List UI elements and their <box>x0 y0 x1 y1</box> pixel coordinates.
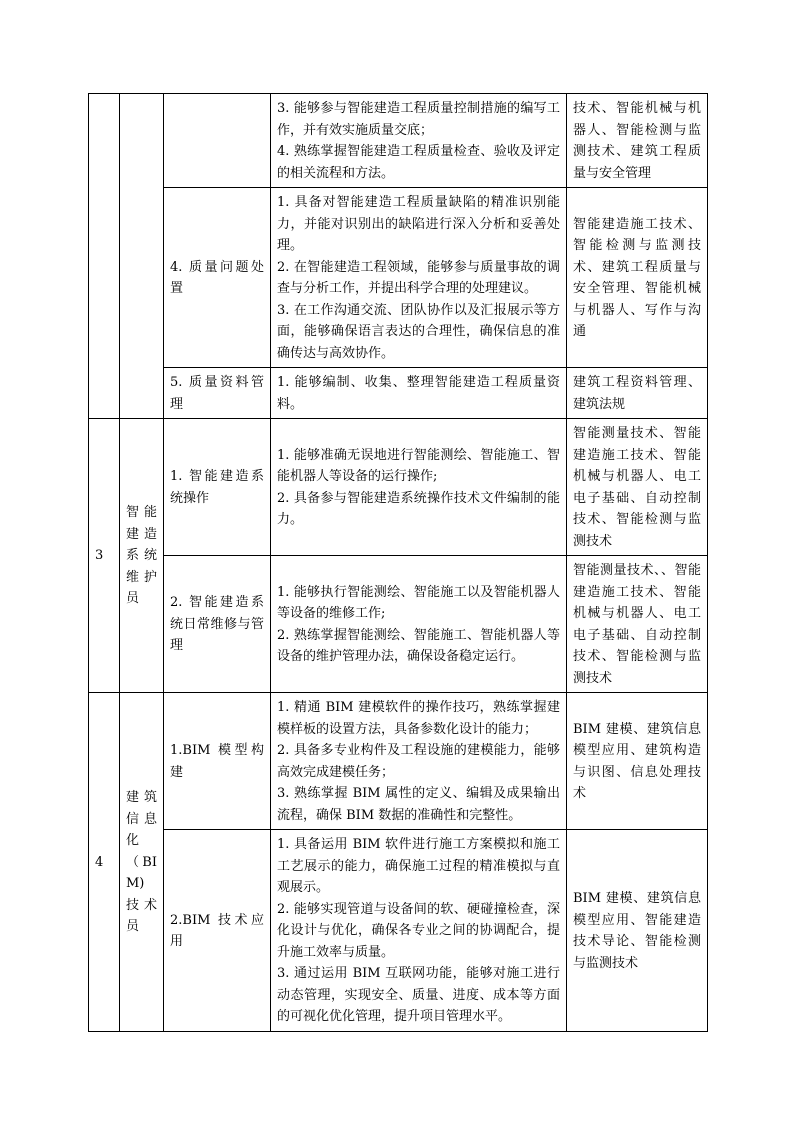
post-cell: 建筑信息化（BIM)技术员 <box>120 693 164 1032</box>
ability-item: 1. 能够准确无误地进行智能测绘、智能施工、智能机器人等设备的运行操作; <box>277 447 560 484</box>
ability-item: 1. 能够编制、收集、整理智能建造工程质量资料。 <box>277 375 560 412</box>
ability-cell <box>271 419 567 556</box>
task-cell: 1.BIM 模型构建 <box>164 693 271 830</box>
table-row <box>89 693 708 830</box>
ability-item: 2. 具备多专业构件及工程设施的建模能力，能够高效完成建模任务； <box>277 743 560 780</box>
ability-cell <box>271 94 567 188</box>
ability-item: 3. 在工作沟通交流、团队协作以及汇报展示等方面，能够确保语言表达的合理性，确保信息的准确传达与高效协作。 <box>277 302 560 361</box>
course-cell: 建筑工程资料管理、建筑法规 <box>567 368 708 419</box>
post-cell <box>120 94 164 419</box>
course-cell: 智能测量技术、、智能建造施工技术、智能机械与机器人、电工电子基础、自动控制技术、智能检测与监测技术 <box>567 556 708 693</box>
task-cell: 2. 智能建造系统日常维修与管理 <box>164 556 271 693</box>
ability-item: 2. 熟练掌握智能测绘、智能施工、智能机器人等设备的维护管理办法，确保设备稳定运行。 <box>277 627 560 664</box>
ability-item: 1. 具备对智能建造工程质量缺陷的精准识别能力，并能对识别出的缺陷进行深入分析和妥善处理。 <box>277 195 560 253</box>
table-row <box>89 419 708 556</box>
number-cell: 3 <box>89 419 120 693</box>
ability-item: 1. 具备运用 BIM 软件进行施工方案模拟和施工工艺展示的能力，确保施工过程的精准模拟与直观展示。 <box>277 837 560 896</box>
ability-item: 4. 熟练掌握智能建造工程质量检查、验收及评定的相关流程和方法。 <box>277 144 560 181</box>
table-row <box>89 94 708 188</box>
task-cell <box>164 94 271 188</box>
course-cell: 技术、智能机械与机器人、智能检测与监测技术、建筑工程质量与安全管理 <box>567 94 708 188</box>
table-row <box>89 188 708 368</box>
task-cell: 1. 智能建造系统操作 <box>164 419 271 556</box>
ability-item: 2. 具备参与智能建造系统操作技术文件编制的能力。 <box>277 490 560 527</box>
ability-item: 3. 熟练掌握 BIM 属性的定义、编辑及成果输出流程，确保 BIM 数据的准确性和完整性。 <box>277 786 560 823</box>
task-cell: 4. 质量问题处置 <box>164 188 271 368</box>
table-row <box>89 368 708 419</box>
table-row <box>89 556 708 693</box>
ability-cell <box>271 830 567 1032</box>
ability-item: 1. 能够执行智能测绘、智能施工以及智能机器人等设备的维修工作; <box>277 584 560 621</box>
number-cell: 4 <box>89 693 120 1032</box>
table-row <box>89 830 708 1032</box>
course-cell: BIM 建模、建筑信息模型应用、建筑构造与识图、信息处理技术 <box>567 693 708 830</box>
ability-item: 2. 在智能建造工程领域，能够参与质量事故的调查与分析工作，并提出科学合理的处理建议。 <box>277 259 560 296</box>
course-cell: BIM 建模、建筑信息模型应用、智能建造技术导论、智能检测与监测技术 <box>567 830 708 1032</box>
ability-cell <box>271 368 567 419</box>
task-cell: 5. 质量资料管理 <box>164 368 271 419</box>
post-cell: 智能建造系统维护员 <box>120 419 164 693</box>
competency-table <box>88 93 708 1032</box>
ability-cell <box>271 188 567 368</box>
ability-item: 1. 精通 BIM 建模软件的操作技巧，熟练掌握建模样板的设置方法，具备参数化设计的能力； <box>277 700 560 737</box>
course-cell: 智能测量技术、智能建造施工技术、智能机械与机器人、电工电子基础、自动控制技术、智能检测与监测技术 <box>567 419 708 556</box>
ability-item: 2. 能够实现管道与设备间的软、硬碰撞检查，深化设计与优化，确保各专业之间的协调配合，提升施工效率与质量。 <box>277 901 560 960</box>
task-cell: 2.BIM 技术应用 <box>164 830 271 1032</box>
ability-item: 3. 能够参与智能建造工程质量控制措施的编写工作，并有效实施质量交底； <box>277 101 560 138</box>
course-cell: 智能建造施工技术、智能检测与监测技术、建筑工程质量与安全管理、智能机械与机器人、写作与沟通 <box>567 188 708 368</box>
ability-cell <box>271 693 567 830</box>
number-cell <box>89 94 120 419</box>
ability-cell <box>271 556 567 693</box>
ability-item: 3. 通过运用 BIM 互联网功能，能够对施工进行动态管理，实现安全、质量、进度、成本等方面的可视化优化管理，提升项目管理水平。 <box>277 966 560 1025</box>
